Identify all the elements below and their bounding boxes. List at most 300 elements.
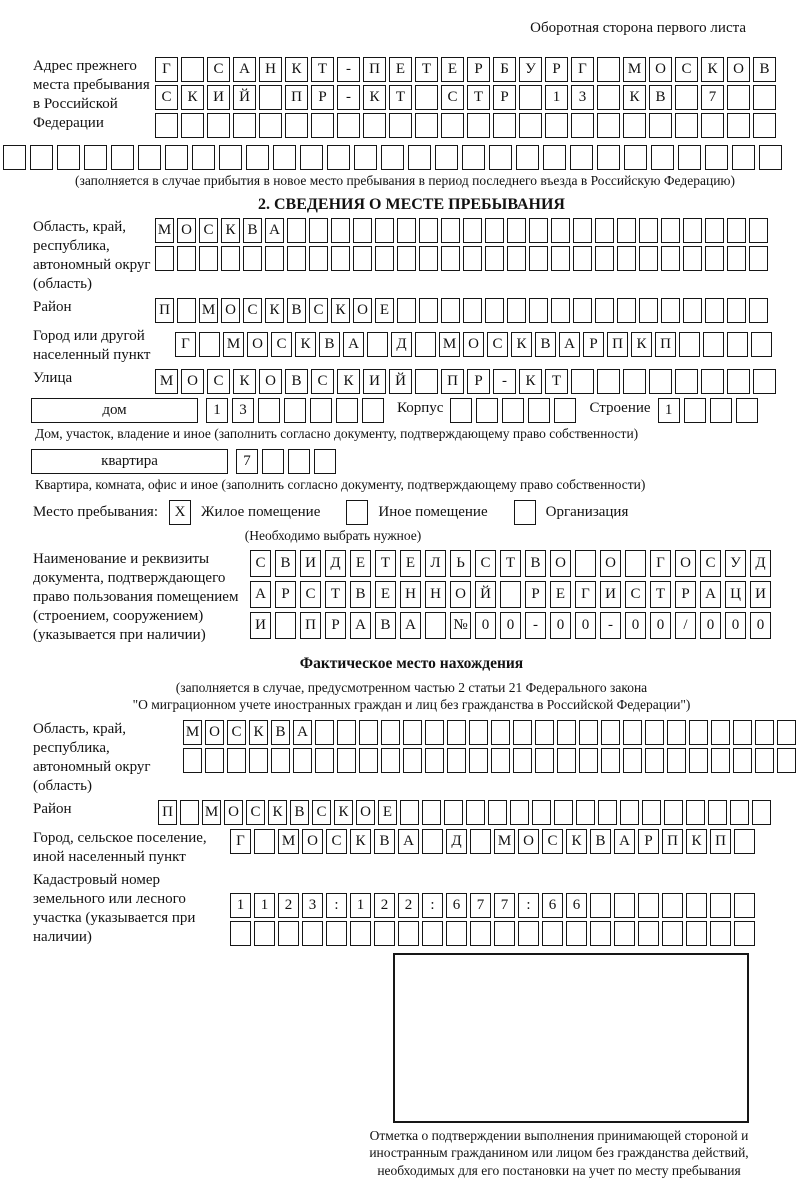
char-cell <box>315 720 334 745</box>
cadastral-block <box>33 871 790 949</box>
city-row <box>175 332 775 357</box>
char-cell: Й <box>233 85 256 110</box>
char-cell: М <box>199 298 218 323</box>
char-cell: С <box>207 57 230 82</box>
char-cell: И <box>600 581 621 608</box>
char-cell: К <box>350 829 371 854</box>
char-cell: - <box>493 369 516 394</box>
document-cells <box>250 550 775 643</box>
char-cell <box>199 332 220 357</box>
char-cell <box>623 720 642 745</box>
char-cell: Н <box>400 581 421 608</box>
char-cell: Р <box>275 581 296 608</box>
char-cell: П <box>662 829 683 854</box>
char-cell <box>415 369 438 394</box>
char-cell: О <box>259 369 282 394</box>
char-cell <box>554 398 576 423</box>
char-cell: С <box>700 550 721 577</box>
char-cell <box>551 298 570 323</box>
char-cell: Н <box>259 57 282 82</box>
char-cell <box>350 921 371 946</box>
char-cell <box>638 921 659 946</box>
document-block <box>33 550 790 645</box>
char-cell <box>645 748 664 773</box>
char-cell: О <box>727 57 750 82</box>
char-cell <box>590 921 611 946</box>
char-cell: В <box>275 550 296 577</box>
region-row-1 <box>155 218 771 243</box>
char-cell <box>419 246 438 271</box>
char-cell <box>165 145 188 170</box>
char-cell <box>485 246 504 271</box>
char-cell: Р <box>311 85 334 110</box>
cadastral-row-1 <box>230 893 758 918</box>
checkbox-organization <box>514 500 536 525</box>
char-cell: 2 <box>278 893 299 918</box>
char-cell <box>507 218 526 243</box>
char-cell: 1 <box>230 893 251 918</box>
char-cell <box>617 218 636 243</box>
actual-region-cells <box>183 720 799 776</box>
char-cell <box>381 720 400 745</box>
char-cell <box>710 398 732 423</box>
char-cell <box>422 921 443 946</box>
char-cell <box>617 298 636 323</box>
char-cell: Д <box>391 332 412 357</box>
char-cell <box>219 145 242 170</box>
char-cell <box>262 449 284 474</box>
prev-address-cells <box>155 57 779 141</box>
char-cell: К <box>295 332 316 357</box>
char-cell <box>617 246 636 271</box>
char-cell <box>354 145 377 170</box>
char-cell: А <box>400 612 421 639</box>
char-cell: 0 <box>625 612 646 639</box>
char-cell: К <box>686 829 707 854</box>
actual-location-note-2: "О миграционном учете иностранных граждан и лиц без гражданства в Российской Федерации") <box>132 697 691 713</box>
char-cell <box>528 398 550 423</box>
char-cell <box>84 145 107 170</box>
char-cell <box>337 720 356 745</box>
char-cell <box>710 893 731 918</box>
char-cell <box>638 893 659 918</box>
char-cell <box>678 145 701 170</box>
char-cell <box>579 748 598 773</box>
char-cell <box>488 800 507 825</box>
char-cell: Р <box>493 85 516 110</box>
char-cell: Д <box>325 550 346 577</box>
char-cell <box>315 748 334 773</box>
char-cell <box>733 720 752 745</box>
char-cell: С <box>246 800 265 825</box>
district-block <box>33 298 790 323</box>
char-cell <box>181 113 204 138</box>
char-cell: С <box>300 581 321 608</box>
char-cell: 0 <box>700 612 721 639</box>
char-cell: Г <box>155 57 178 82</box>
char-cell <box>595 298 614 323</box>
char-cell: 1 <box>350 893 371 918</box>
char-cell <box>689 720 708 745</box>
char-cell: М <box>155 218 174 243</box>
char-cell: Р <box>583 332 604 357</box>
char-cell: Т <box>545 369 568 394</box>
char-cell: Г <box>230 829 251 854</box>
char-cell <box>639 218 658 243</box>
char-cell <box>753 113 776 138</box>
char-cell <box>180 800 199 825</box>
char-cell <box>749 246 768 271</box>
char-cell <box>463 218 482 243</box>
char-cell <box>535 720 554 745</box>
char-cell: Т <box>325 581 346 608</box>
char-cell <box>259 113 282 138</box>
section2-title: 2. СВЕДЕНИЯ О МЕСТЕ ПРЕБЫВАНИЯ <box>258 196 565 214</box>
char-cell <box>111 145 134 170</box>
char-cell: 6 <box>542 893 563 918</box>
char-cell <box>516 145 539 170</box>
char-cell: Е <box>441 57 464 82</box>
char-cell <box>554 800 573 825</box>
char-cell <box>227 748 246 773</box>
checkbox-residential: X <box>169 500 191 525</box>
actual-location-note-1: (заполняется в случае, предусмотренном частью 2 статьи 21 Федерального закона <box>175 680 648 696</box>
prev-address-block <box>33 57 790 141</box>
char-cell <box>138 145 161 170</box>
char-cell: А <box>700 581 721 608</box>
char-cell: П <box>155 298 174 323</box>
char-cell <box>734 893 755 918</box>
char-cell <box>573 246 592 271</box>
char-cell: К <box>221 218 240 243</box>
char-cell <box>662 921 683 946</box>
street-row <box>155 369 779 394</box>
char-cell <box>662 893 683 918</box>
char-cell: А <box>265 218 284 243</box>
char-cell <box>441 113 464 138</box>
char-cell: О <box>302 829 323 854</box>
char-cell: С <box>243 298 262 323</box>
char-cell <box>249 748 268 773</box>
page-side-note: Оборотная сторона первого листа <box>530 20 746 36</box>
char-cell: В <box>753 57 776 82</box>
char-cell <box>470 921 491 946</box>
char-cell <box>450 398 472 423</box>
char-cell <box>502 398 524 423</box>
char-cell: К <box>511 332 532 357</box>
char-cell: : <box>422 893 443 918</box>
char-cell: Р <box>467 369 490 394</box>
char-cell <box>601 720 620 745</box>
char-cell <box>545 113 568 138</box>
char-cell: Г <box>650 550 671 577</box>
char-cell <box>614 893 635 918</box>
region-block <box>33 218 790 294</box>
char-cell <box>381 748 400 773</box>
char-cell: С <box>250 550 271 577</box>
char-cell <box>701 369 724 394</box>
char-cell <box>425 612 446 639</box>
char-cell <box>311 113 334 138</box>
char-cell: С <box>227 720 246 745</box>
char-cell <box>705 298 724 323</box>
char-cell: 7 <box>470 893 491 918</box>
char-cell <box>732 145 755 170</box>
char-cell <box>489 145 512 170</box>
cadastral-row-2 <box>230 921 758 946</box>
char-cell <box>727 332 748 357</box>
char-cell <box>675 113 698 138</box>
char-cell <box>326 921 347 946</box>
apartment-cells <box>236 449 340 474</box>
char-cell: Л <box>425 550 446 577</box>
char-cell: Д <box>446 829 467 854</box>
char-cell <box>259 85 282 110</box>
region-cells <box>155 218 771 274</box>
char-cell: О <box>550 550 571 577</box>
char-cell <box>705 218 724 243</box>
char-cell: П <box>363 57 386 82</box>
char-cell <box>463 246 482 271</box>
char-cell <box>419 218 438 243</box>
char-cell <box>759 145 782 170</box>
char-cell <box>623 369 646 394</box>
char-cell: С <box>311 369 334 394</box>
char-cell <box>375 246 394 271</box>
char-cell <box>727 369 750 394</box>
char-cell <box>331 218 350 243</box>
char-cell: Г <box>571 57 594 82</box>
char-cell <box>441 298 460 323</box>
char-cell: Е <box>550 581 571 608</box>
char-cell <box>275 612 296 639</box>
char-cell <box>557 720 576 745</box>
char-cell <box>575 550 596 577</box>
char-cell <box>337 748 356 773</box>
char-cell: О <box>675 550 696 577</box>
char-cell: Т <box>467 85 490 110</box>
actual-region-label: Область, край, республика, автономный округ (область) <box>33 720 151 794</box>
char-cell: А <box>293 720 312 745</box>
document-row-3 <box>250 612 775 639</box>
char-cell <box>284 398 306 423</box>
stroenie-label: Строение <box>589 400 651 417</box>
district-label: Район <box>33 299 72 316</box>
char-cell: 0 <box>725 612 746 639</box>
char-cell <box>639 298 658 323</box>
char-cell <box>753 369 776 394</box>
region-row-2 <box>155 246 771 271</box>
actual-district-label: Район <box>33 800 72 817</box>
char-cell <box>777 748 796 773</box>
char-cell <box>679 332 700 357</box>
char-cell <box>639 246 658 271</box>
option-label-other-premises: Иное помещение <box>378 503 488 520</box>
char-cell <box>336 398 358 423</box>
char-cell: К <box>268 800 287 825</box>
char-cell <box>727 298 746 323</box>
char-cell <box>625 550 646 577</box>
char-cell <box>397 218 416 243</box>
char-cell: А <box>343 332 364 357</box>
char-cell: П <box>300 612 321 639</box>
char-cell: 7 <box>236 449 258 474</box>
prev-address-row-4 <box>3 145 790 170</box>
char-cell <box>177 298 196 323</box>
char-cell <box>705 246 724 271</box>
char-cell: - <box>337 57 360 82</box>
char-cell <box>597 85 620 110</box>
char-cell <box>285 113 308 138</box>
char-cell <box>398 921 419 946</box>
char-cell: / <box>675 612 696 639</box>
char-cell: С <box>155 85 178 110</box>
char-cell: К <box>363 85 386 110</box>
char-cell <box>686 893 707 918</box>
char-cell <box>500 581 521 608</box>
char-cell: Й <box>475 581 496 608</box>
char-cell <box>571 369 594 394</box>
char-cell: С <box>309 298 328 323</box>
char-cell: М <box>183 720 202 745</box>
char-cell: : <box>326 893 347 918</box>
char-cell <box>3 145 26 170</box>
district-row <box>155 298 771 323</box>
char-cell: Р <box>675 581 696 608</box>
char-cell <box>777 720 796 745</box>
house-number-cells <box>206 398 388 423</box>
char-cell <box>686 800 705 825</box>
char-cell: К <box>566 829 587 854</box>
char-cell <box>447 748 466 773</box>
char-cell <box>597 369 620 394</box>
char-cell <box>287 218 306 243</box>
char-cell: 3 <box>232 398 254 423</box>
char-cell <box>419 298 438 323</box>
actual-region-row-1 <box>183 720 799 745</box>
house-box-label: дом <box>31 398 198 423</box>
char-cell <box>736 398 758 423</box>
char-cell: С <box>487 332 508 357</box>
char-cell: О <box>600 550 621 577</box>
char-cell: К <box>337 369 360 394</box>
char-cell <box>664 800 683 825</box>
char-cell <box>595 218 614 243</box>
char-cell <box>683 246 702 271</box>
char-cell: 0 <box>475 612 496 639</box>
char-cell: С <box>326 829 347 854</box>
char-cell: О <box>463 332 484 357</box>
char-cell <box>708 800 727 825</box>
char-cell <box>425 720 444 745</box>
house-block <box>31 398 790 423</box>
char-cell: С <box>675 57 698 82</box>
char-cell <box>749 218 768 243</box>
char-cell <box>689 748 708 773</box>
char-cell: А <box>614 829 635 854</box>
char-cell <box>543 145 566 170</box>
char-cell <box>597 145 620 170</box>
char-cell <box>649 369 672 394</box>
char-cell <box>614 921 635 946</box>
char-cell: 3 <box>302 893 323 918</box>
char-cell: Е <box>378 800 397 825</box>
char-cell: С <box>207 369 230 394</box>
char-cell: О <box>181 369 204 394</box>
char-cell <box>703 332 724 357</box>
char-cell <box>597 57 620 82</box>
char-cell <box>734 921 755 946</box>
char-cell: С <box>271 332 292 357</box>
stay-type-label: Место пребывания: <box>33 503 158 520</box>
char-cell <box>462 145 485 170</box>
char-cell <box>183 748 202 773</box>
char-cell <box>551 218 570 243</box>
char-cell <box>535 748 554 773</box>
char-cell: Ь <box>450 550 471 577</box>
char-cell <box>221 246 240 271</box>
prev-address-note: (заполняется в случае прибытия в новое место пребывания в период последнего въезда в Российскую Федерацию) <box>74 173 736 188</box>
char-cell: О <box>247 332 268 357</box>
char-cell: Р <box>525 581 546 608</box>
char-cell <box>513 720 532 745</box>
korpus-label: Корпус <box>397 400 444 417</box>
confirmation-mark-note: Отметка о подтверждении выполнения принимающей стороной и иностранным гражданином или лицом без гражданства действий, необходимых для его постановки на учет по месту пребывания <box>369 1127 749 1179</box>
actual-district-row <box>158 800 774 825</box>
actual-location-title: Фактическое место нахождения <box>299 655 524 673</box>
char-cell <box>683 218 702 243</box>
char-cell: В <box>271 720 290 745</box>
korpus-cells <box>450 398 580 423</box>
char-cell <box>485 218 504 243</box>
char-cell: 1 <box>545 85 568 110</box>
char-cell: К <box>265 298 284 323</box>
char-cell <box>730 800 749 825</box>
char-cell <box>598 800 617 825</box>
char-cell: 6 <box>566 893 587 918</box>
actual-city-block <box>33 829 790 867</box>
char-cell <box>579 720 598 745</box>
char-cell <box>288 449 310 474</box>
char-cell: Е <box>350 550 371 577</box>
char-cell <box>359 748 378 773</box>
char-cell: А <box>398 829 419 854</box>
stay-type-note: (Необходимо выбрать нужное) <box>244 527 422 543</box>
char-cell <box>667 748 686 773</box>
char-cell: О <box>450 581 471 608</box>
char-cell <box>601 748 620 773</box>
char-cell <box>734 829 755 854</box>
char-cell: Т <box>389 85 412 110</box>
confirmation-mark-box <box>393 953 749 1123</box>
char-cell: П <box>285 85 308 110</box>
city-block <box>33 327 790 365</box>
char-cell: Е <box>400 550 421 577</box>
char-cell <box>597 113 620 138</box>
char-cell <box>199 246 218 271</box>
char-cell <box>381 145 404 170</box>
char-cell <box>711 748 730 773</box>
char-cell: № <box>450 612 471 639</box>
char-cell <box>557 748 576 773</box>
char-cell <box>243 246 262 271</box>
char-cell: 7 <box>494 893 515 918</box>
char-cell <box>683 298 702 323</box>
house-note: Дом, участок, владение и иное (заполнить согласно документу, подтверждающему право собственности) <box>35 426 639 442</box>
char-cell <box>415 113 438 138</box>
char-cell <box>331 246 350 271</box>
char-cell <box>293 748 312 773</box>
